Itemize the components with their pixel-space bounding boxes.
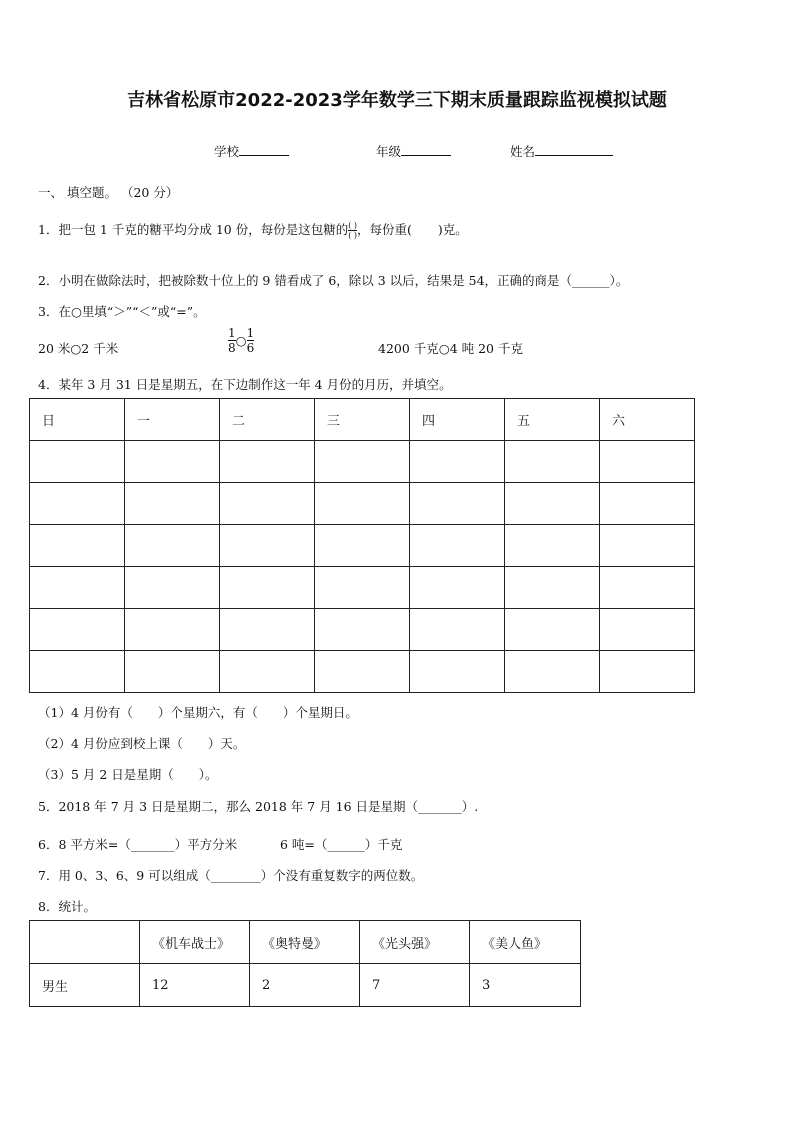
calendar-table bbox=[29, 398, 695, 693]
statistics-header-cell bbox=[30, 921, 140, 964]
question-6a: 6．8 平方米=（_______）平方分米 bbox=[38, 837, 238, 852]
calendar-header-cell: 一 bbox=[125, 399, 220, 441]
fraction-one-sixth: $\frac{1}{6}$ bbox=[246, 326, 255, 355]
calendar-header-cell: 二 bbox=[220, 399, 315, 441]
question-1 bbox=[38, 218, 468, 242]
calendar-header-cell: 四 bbox=[410, 399, 505, 441]
statistics-header-row bbox=[30, 921, 581, 964]
statistics-cell: 3 bbox=[470, 964, 581, 1007]
statistics-cell: 12 bbox=[140, 964, 250, 1007]
q4-sub-1: （1）4 月份有（ ）个星期六，有（ ）个星期日。 bbox=[38, 705, 358, 720]
calendar-row bbox=[30, 609, 695, 651]
calendar-header-cell: 日 bbox=[30, 399, 125, 441]
calendar-header-cell: 三 bbox=[315, 399, 410, 441]
statistics-header-cell: 《奥特曼》 bbox=[250, 921, 360, 964]
question-5: 5．2018 年 7 月 3 日是星期二，那么 2018 年 7 月 16 日是星期（_______）. bbox=[38, 799, 479, 814]
calendar-row bbox=[30, 441, 695, 483]
question-4: 4．某年 3 月 31 日是星期五，在下边制作这一年 4 月份的月历，并填空。 bbox=[38, 377, 452, 392]
statistics-header-cell: 《机车战士》 bbox=[140, 921, 250, 964]
school-blank[interactable] bbox=[239, 143, 289, 156]
name-field bbox=[510, 142, 613, 160]
school-label: 学校 bbox=[214, 144, 240, 159]
calendar-header-cell: 六 bbox=[600, 399, 695, 441]
calendar-row bbox=[30, 525, 695, 567]
calendar-row bbox=[30, 651, 695, 693]
question-2: 2．小明在做除法时，把被除数十位上的 9 错看成了 6，除以 3 以后，结果是 54，正确的商是（______）。 bbox=[38, 273, 629, 288]
question-8: 8．统计。 bbox=[38, 899, 96, 914]
q1-text-3: )克。 bbox=[437, 222, 468, 237]
grade-field bbox=[376, 142, 451, 160]
q4-sub-3: （3）5 月 2 日是星期（ ）。 bbox=[38, 767, 218, 782]
compare-circle[interactable]: ○ bbox=[235, 333, 247, 348]
grade-label: 年级 bbox=[376, 144, 402, 159]
q3-compare-1: 20 米○2 千米 bbox=[38, 341, 119, 356]
q1-text: 1．把一包 1 千克的糖平均分成 10 份，每份是这包糖的 bbox=[38, 222, 349, 237]
grade-blank[interactable] bbox=[401, 143, 451, 156]
q4-sub-2: （2）4 月份应到校上课（ ）天。 bbox=[38, 736, 246, 751]
calendar-header-cell: 五 bbox=[505, 399, 600, 441]
page-title: 吉林省松原市2022-2023学年数学三下期末质量跟踪监视模拟试题 bbox=[127, 90, 667, 111]
school-field bbox=[214, 142, 289, 160]
q3-compare-2 bbox=[228, 326, 254, 355]
statistics-row-label: 男生 bbox=[30, 964, 140, 1007]
name-blank[interactable] bbox=[535, 143, 613, 156]
statistics-cell: 2 bbox=[250, 964, 360, 1007]
statistics-cell: 7 bbox=[360, 964, 470, 1007]
question-3: 3．在○里填“＞”“＜”或“=”。 bbox=[38, 304, 206, 319]
fraction-one-eighth: $\frac{1}{8}$ bbox=[228, 326, 236, 355]
statistics-row-boys bbox=[30, 964, 581, 1007]
section-heading: 一、 填空题。 （20 分） bbox=[38, 185, 179, 200]
statistics-header-cell: 《光头强》 bbox=[360, 921, 470, 964]
q1-text-2: ，每份重( bbox=[357, 222, 412, 237]
question-6b: 6 吨=（______）千克 bbox=[280, 837, 403, 852]
q3-compare-3: 4200 千克○4 吨 20 千克 bbox=[378, 341, 523, 356]
q1-fraction-blank: $\frac{( )}{( )}$ bbox=[348, 221, 358, 240]
name-label: 姓名 bbox=[510, 144, 536, 159]
calendar-row bbox=[30, 567, 695, 609]
statistics-table bbox=[29, 920, 581, 1007]
statistics-header-cell: 《美人鱼》 bbox=[470, 921, 581, 964]
question-7: 7．用 0、3、6、9 可以组成（________）个没有重复数字的两位数。 bbox=[38, 868, 424, 883]
calendar-header-row bbox=[30, 399, 695, 441]
calendar-row bbox=[30, 483, 695, 525]
